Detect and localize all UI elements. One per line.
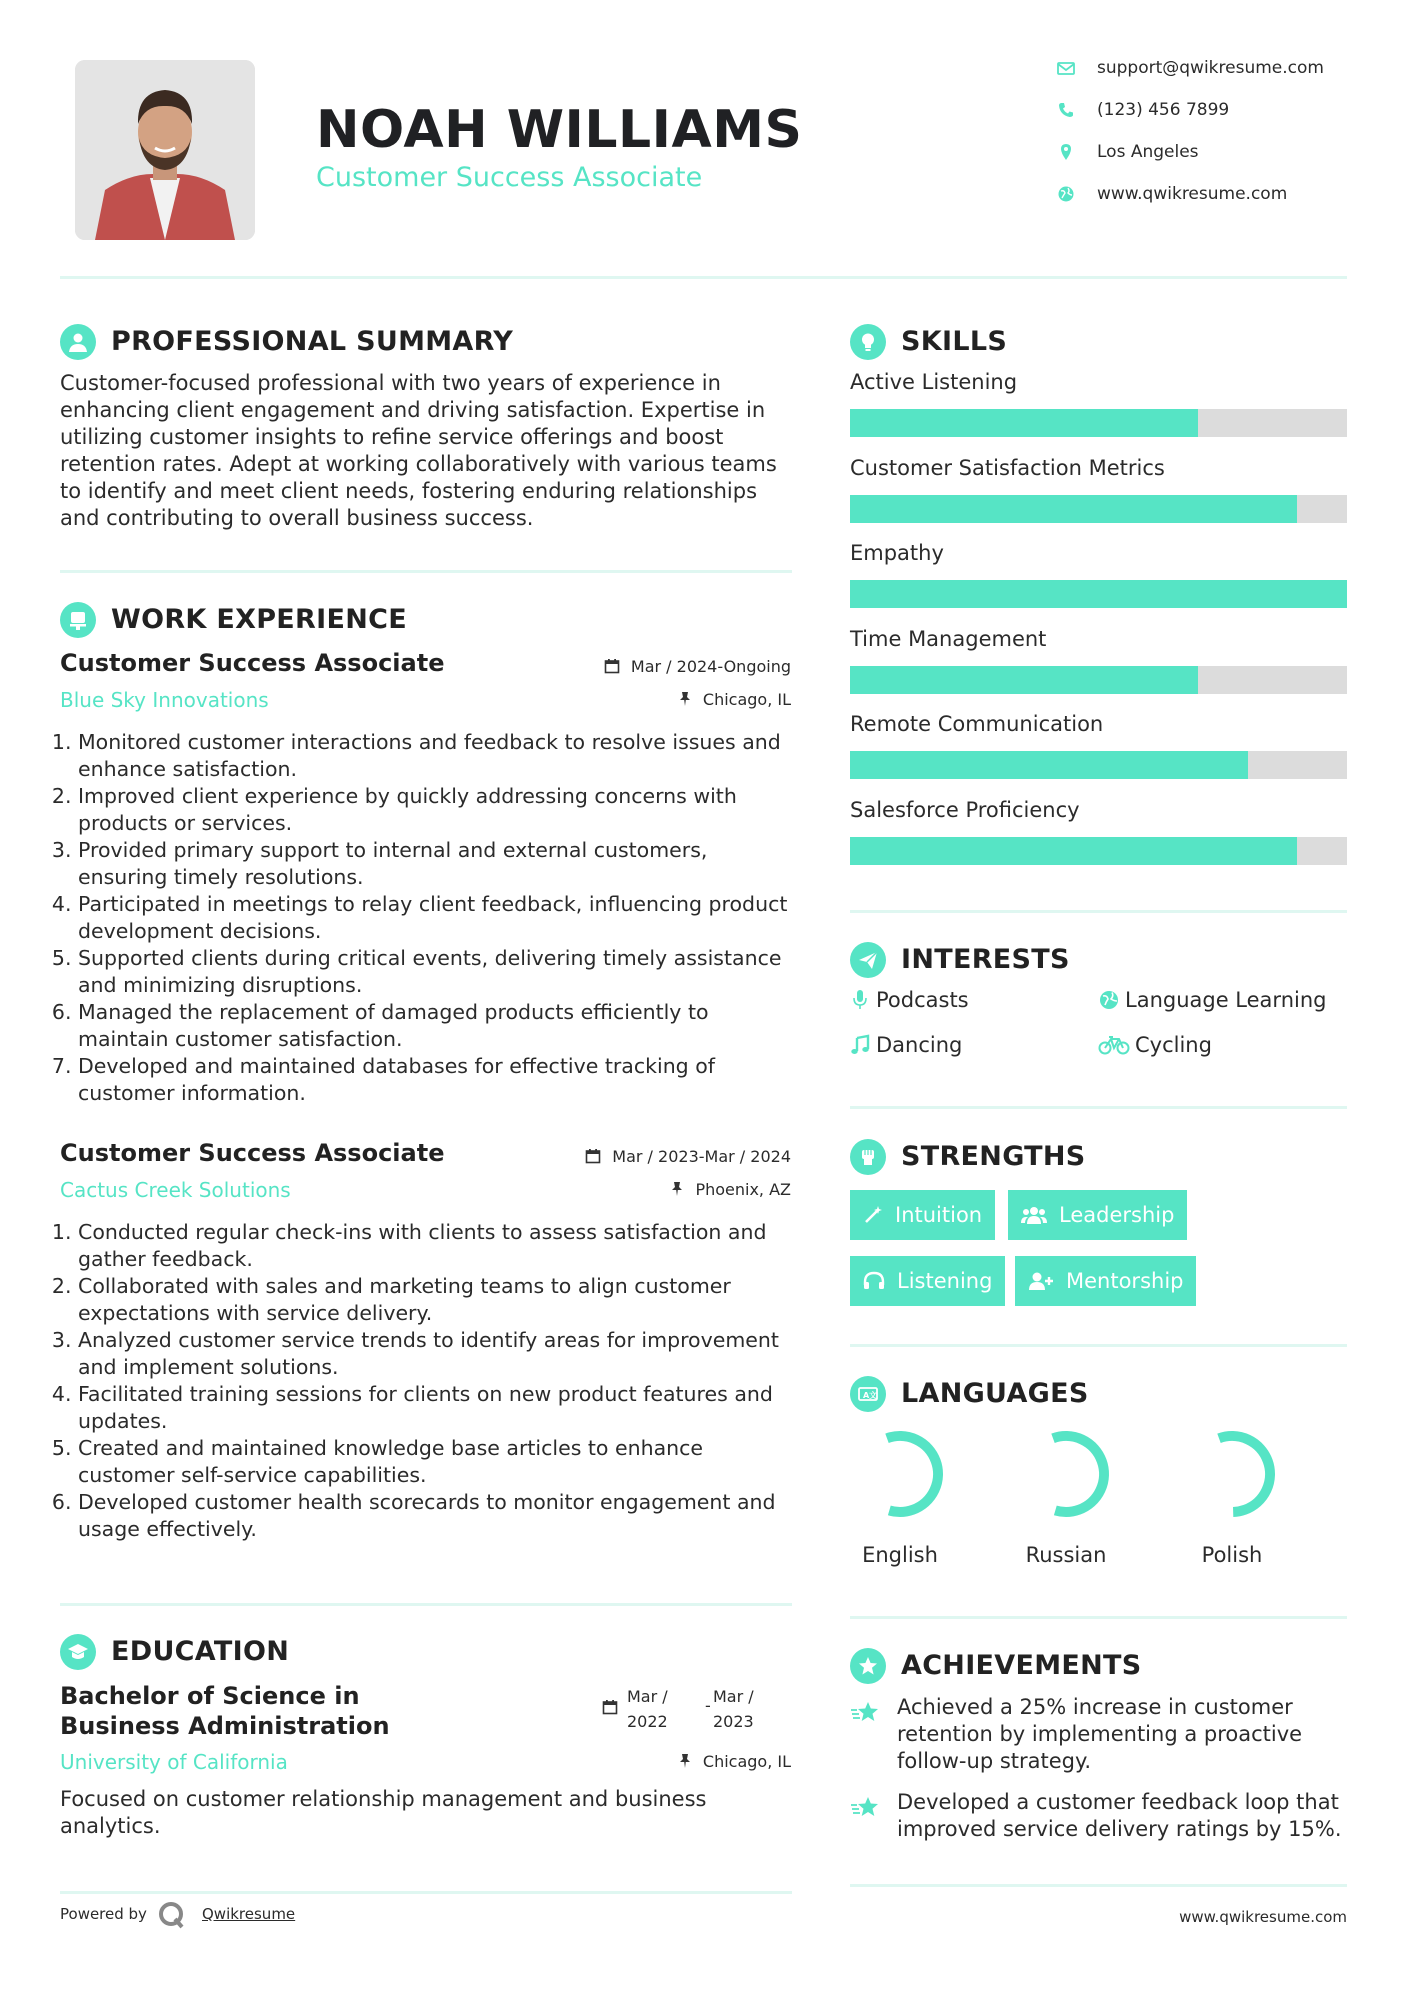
strength-leadership: Leadership — [1008, 1190, 1187, 1240]
education-location: Chicago, IL — [678, 1752, 791, 1771]
strengths-title: STRENGTHS — [901, 1141, 1086, 1172]
globe-icon — [1097, 989, 1121, 1011]
interest-cycling: Cycling — [1097, 1033, 1212, 1057]
pin-icon — [678, 1752, 703, 1771]
calendar-icon — [602, 1699, 618, 1719]
language-ring-arc — [1183, 1425, 1280, 1522]
calendar-icon — [585, 1147, 612, 1166]
skill-label: Salesforce Proficiency — [850, 797, 1080, 822]
bicycle-icon — [1097, 1034, 1131, 1056]
strength-mentorship: Mentorship — [1015, 1256, 1196, 1306]
contact-email[interactable]: support@qwikresume.com — [1057, 58, 1357, 78]
skill-bar — [850, 495, 1347, 523]
strength-listening: Listening — [850, 1256, 1005, 1306]
list-item: 6. Managed the replacement of damaged products efficiently to maintain customer satisfaction. — [78, 999, 800, 1053]
language-label: Polish — [1201, 1543, 1263, 1567]
users-icon — [1021, 1205, 1047, 1225]
list-item: 4. Participated in meetings to relay client feedback, influencing product development decisions. — [78, 891, 800, 945]
pin-icon — [678, 690, 703, 709]
job-1-dates: Mar / 2024-Ongoing — [604, 657, 791, 676]
translate-icon — [850, 1376, 886, 1412]
paper-plane-icon — [850, 942, 886, 978]
achievement-item: Achieved a 25% increase in customer retention by implementing a proactive follow-up strategy. — [897, 1695, 1303, 1773]
calendar-icon — [604, 657, 631, 676]
achievements-title: ACHIEVEMENTS — [901, 1650, 1142, 1681]
summary-title: PROFESSIONAL SUMMARY — [111, 326, 514, 357]
skill-label: Time Management — [850, 626, 1047, 651]
job-2-duties — [60, 1219, 800, 1543]
user-plus-icon — [1028, 1271, 1054, 1291]
powered-by-label: Powered by — [60, 1905, 147, 1923]
job-1-company: Blue Sky Innovations — [60, 688, 269, 712]
music-note-icon — [848, 1034, 872, 1056]
degree-title: Bachelor of Science in Business Administration — [60, 1682, 390, 1740]
list-item: 2. Collaborated with sales and marketing teams to align customer expectations with service delivery. — [78, 1273, 800, 1327]
fist-icon — [850, 1139, 886, 1175]
job-2-location: Phoenix, AZ — [670, 1180, 791, 1199]
skill-bar — [850, 751, 1347, 779]
mail-icon — [1057, 59, 1075, 77]
list-item: 3. Analyzed customer service trends to identify areas for improvement and implement solutions. — [78, 1327, 800, 1381]
skill-bar-fill — [850, 666, 1198, 694]
experience-divider — [60, 1603, 792, 1606]
location-icon — [1057, 143, 1075, 161]
award-icon — [850, 1648, 886, 1684]
list-item: 4. Facilitated training sessions for clients on new product features and updates. — [78, 1381, 800, 1435]
skill-bar-fill — [850, 495, 1297, 523]
user-icon — [60, 324, 96, 360]
job-1-location: Chicago, IL — [678, 690, 791, 709]
languages-divider — [850, 1616, 1347, 1619]
interests-title: INTERESTS — [901, 944, 1070, 975]
list-item: 1. Conducted regular check-ins with clients to assess satisfaction and gather feedback. — [78, 1219, 800, 1273]
profile-photo — [75, 60, 255, 240]
skill-bar — [850, 409, 1347, 437]
skill-bar — [850, 837, 1347, 865]
summary-divider — [60, 570, 792, 573]
list-item: 5. Supported clients during critical events, delivering timely assistance and minimizing disruptions. — [78, 945, 800, 999]
contact-location: Los Angeles — [1057, 142, 1357, 162]
job-2-dates: Mar / 2023-Mar / 2024 — [585, 1147, 791, 1166]
job-1-title: Customer Success Associate — [60, 649, 445, 677]
skill-bar-fill — [850, 580, 1347, 608]
lightbulb-icon — [850, 324, 886, 360]
phone-icon — [1057, 101, 1075, 119]
brand-link[interactable]: Qwikresume — [202, 1905, 296, 1923]
candidate-role: Customer Success Associate — [316, 162, 703, 193]
qwikresume-logo-icon — [157, 1900, 187, 1934]
experience-title: WORK EXPERIENCE — [111, 604, 407, 635]
star-icon — [850, 1700, 882, 1730]
skill-label: Empathy — [850, 541, 944, 565]
interest-dancing: Dancing — [848, 1033, 962, 1057]
skill-bar-fill — [850, 837, 1297, 865]
skill-bar — [850, 580, 1347, 608]
languages-title: LANGUAGES — [901, 1378, 1089, 1409]
magic-wand-icon — [863, 1205, 883, 1225]
star-icon — [850, 1795, 882, 1825]
list-item: 2. Improved client experience by quickly addressing concerns with products or services. — [78, 783, 800, 837]
language-label: Russian — [1025, 1543, 1107, 1567]
svg-text:A: A — [863, 1391, 870, 1400]
education-text: Focused on customer relationship management and business analytics. — [60, 1787, 707, 1838]
footer-url[interactable]: www.qwikresume.com — [1179, 1908, 1347, 1926]
skills-title: SKILLS — [901, 326, 1008, 357]
candidate-name: NOAH WILLIAMS — [316, 100, 803, 160]
achievement-item: Developed a customer feedback loop that improved service delivery ratings by 15%. — [897, 1790, 1342, 1841]
education-divider — [60, 1891, 792, 1894]
strengths-divider — [850, 1344, 1347, 1347]
achievements-divider — [850, 1884, 1347, 1887]
skill-label: Active Listening — [850, 370, 1018, 394]
skill-bar-fill — [850, 751, 1248, 779]
list-item: 5. Created and maintained knowledge base articles to enhance customer self-service capabilities. — [78, 1435, 800, 1489]
language-ring-arc — [851, 1425, 948, 1522]
language-ring — [1016, 1424, 1116, 1524]
svg-text:文: 文 — [869, 1391, 877, 1400]
interests-divider — [850, 1106, 1347, 1109]
language-ring — [850, 1424, 950, 1524]
job-1-duties — [60, 729, 800, 1107]
header-divider — [60, 276, 1347, 279]
skills-divider — [850, 910, 1347, 913]
date-separator: - — [705, 1696, 711, 1715]
list-item: 1. Monitored customer interactions and feedback to resolve issues and enhance satisfaction. — [78, 729, 800, 783]
interest-podcasts: Podcasts — [848, 988, 969, 1012]
graduation-icon — [60, 1634, 96, 1670]
list-item: 3. Provided primary support to internal and external customers, ensuring timely resolutions. — [78, 837, 800, 891]
pin-icon — [670, 1180, 695, 1199]
skill-bar — [850, 666, 1347, 694]
contact-phone[interactable]: (123) 456 7899 — [1057, 100, 1357, 120]
list-item: 6. Developed customer health scorecards to monitor engagement and usage effectively. — [78, 1489, 800, 1543]
contact-website[interactable]: www.qwikresume.com — [1057, 184, 1357, 204]
education-end: Mar / 2023 — [713, 1687, 754, 1731]
skill-label: Customer Satisfaction Metrics — [850, 455, 1165, 480]
language-label: English — [862, 1543, 938, 1567]
language-ring — [1182, 1424, 1282, 1524]
school-name: University of California — [60, 1750, 288, 1774]
skill-bar-fill — [850, 409, 1198, 437]
education-title: EDUCATION — [111, 1636, 290, 1667]
job-2-title: Customer Success Associate — [60, 1139, 445, 1167]
summary-text: Customer-focused professional with two years of experience in enhancing client engagement and driving satisfaction. Expertise in utilizing customer insights to refine service offerings and boost retention rates. Adept at working collaboratively with various teams to identify and meet client needs, fostering enduring relationships and contributing to overall business success. — [60, 371, 777, 530]
briefcase-icon — [60, 602, 96, 638]
interest-language-learning: Language Learning — [1097, 988, 1326, 1012]
headphones-icon — [863, 1271, 885, 1291]
job-2-company: Cactus Creek Solutions — [60, 1178, 291, 1202]
skill-label: Remote Communication — [850, 712, 1104, 736]
strength-intuition: Intuition — [850, 1190, 995, 1240]
microphone-icon — [848, 989, 872, 1011]
education-start: Mar / 2022 — [627, 1687, 668, 1731]
globe-icon — [1057, 185, 1075, 203]
list-item: 7. Developed and maintained databases for effective tracking of customer information. — [78, 1053, 800, 1107]
language-ring-arc — [1017, 1425, 1114, 1522]
